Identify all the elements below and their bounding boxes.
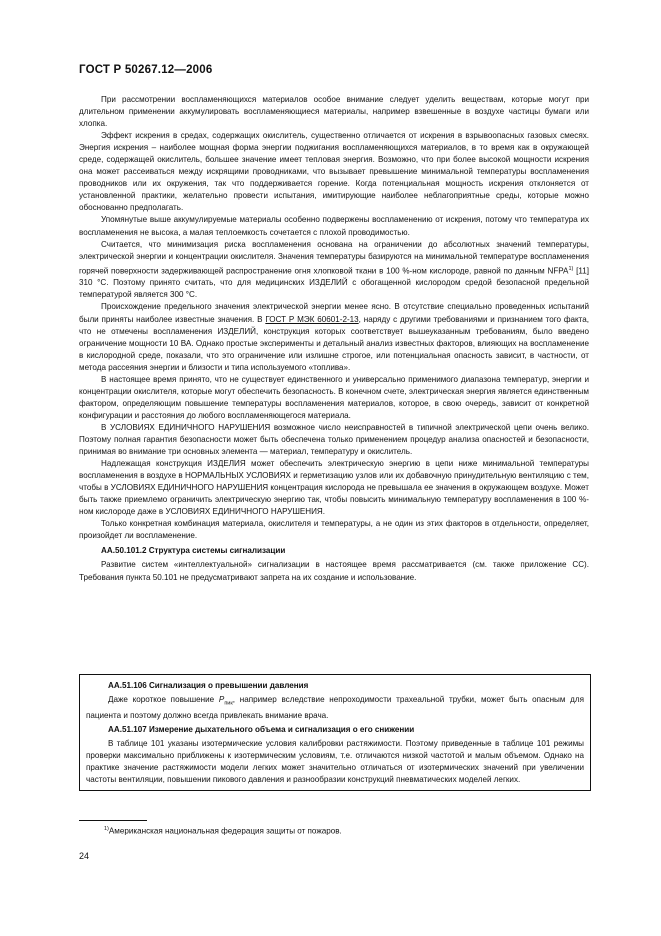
pressure-subscript: пик [224,700,233,707]
paragraph: При рассмотрении воспламеняющихся материалов особое внимание следует уделить веществам, которые могут при длительном применении аккумулировать воспламеняющиеся материалы, например взвешенные в воздухе частицы бумаги или хлопка. [79,95,589,129]
paragraph: В настоящее время принято, что не существует единственного и универсально применимого диапазона температур, энергии и концентрации окислителя, которые могут обеспечить безопасность. В конечном счете, электрическая энергия является единственным фактором, определяющим повышение температуры воспламенения материалов, которое, в свою очередь, зависит от конкретной конфигурации и расстояния до любого воспламеняющегося материала. [79,374,589,420]
paragraph [79,301,589,373]
paragraph [86,694,584,722]
paragraph: В таблице 101 указаны изотермические условия калибровки растяжимости. Поэтому приведенные в таблице 101 режимы проверки максимально приближены к изотермическим условиям, т.е. отличаются низкой частотой и малым объемом. Однако на практике значение растяжимости модели легких может значительно отличаться от изотермических значений при увеличении частоты вентиляции, повышении пикового давления и разнообразии конструкций пневматических моделей легких. [86,738,584,784]
pressure-symbol: P [218,695,225,705]
section-heading: АА.51.106 Сигнализация о превышении давления [108,681,309,690]
paragraph: В УСЛОВИЯХ ЕДИНИЧНОГО НАРУШЕНИЯ возможное число неисправностей в типичной электрической цепи очень велико. Поэтому полная гарантия безопасности может быть обеспечена только применением процедур анализа опасностей и безопасности, принимая во внимание три основных элемента — материал, температуру и окислитель. [79,422,589,457]
page-number: 24 [79,851,90,861]
paragraph: Упомянутые выше аккумулируемые материалы особенно подвержены воспламенению от искрения, потому что температура их воспламенения не высока, а малая теплоемкость сочетается с плохой проводимостью. [79,215,589,237]
paragraph [79,239,589,302]
boxed-section [79,674,591,791]
paragraph-text: Даже короткое повышение [108,695,219,705]
paragraph: Только конкретная комбинация материала, окислителя и температуры, а не один из этих факторов в отдельности, определяет, произойдет ли воспламенение. [79,519,589,541]
paragraph-text: , например вследствие непроходимости трахеальной трубки, может быть опасным для пациента и поэтому должно всегда привлекать внимание врача. [86,695,585,720]
section-heading: АА.50.101.2 Структура системы сигнализации [101,546,286,556]
paragraph-text: Происхождение предельного значения электрической энергии менее ясно. В отсутствие специально проведенных испытаний были приняты наиболее известные значения. В [79,302,589,324]
page-header-title: ГОСТ Р 50267.12—2006 [79,64,213,76]
standard-link[interactable]: ГОСТ Р МЭК 60601-2-13 [265,314,359,324]
footnote-text: Американская национальная федерация защиты от пожаров. [108,826,342,836]
footnote-divider [79,820,147,821]
paragraph-text: [11] 310 °С. Поэтому принято считать, что для медицинских ИЗДЕЛИЙ с обогащенной кислородом средой безопасной предельной температурой является 300 °С. [79,266,589,300]
main-text [79,94,589,584]
footnote-reference[interactable]: 1) [568,265,574,272]
paragraph: Надлежащая конструкция ИЗДЕЛИЯ может обеспечить электрическую энергию в цепи ниже минимальной температуры воспламенения в воздухе в НОРМАЛЬНЫХ УСЛОВИЯХ и герметизацию узлов или их добавочную принудительную вентиляцию с тем, чтобы в УСЛОВИЯХ ЕДИНИЧНОГО НАРУШЕНИЯ концентрация кислорода не превышала ее значения в окружающем воздухе. Может быть также приемлемо ограничить электрическую энергию так, чтобы повысить минимальную температуру воспламенения в 100 %-ном кислороде даже в УСЛОВИЯХ ЕДИНИЧНОГО НАРУШЕНИЯ. [79,459,589,517]
footnote [104,826,342,836]
paragraph: Эффект искрения в средах, содержащих окислитель, существенно отличается от искрения в взрывоопасных газовых смесях. Энергия искрения – наиболее мощная форма энергии поджигания воспламеняющихся материалов, в то время как в окружающей среде, содержащей окислитель, большее значение имеет тепловая энергия. Возможно, что при более высокой мощности искрения она может рассеиваться между искрящими проводниками, что вызывает превышение минимальной температуры воспламенения проводников или их окружения, так что поддерживается горение. Когда потенциальная мощность искрения отклоняется от установленной практики, желательно провести испытания, имитирующие наиболее неблагоприятные среды, которые можно обоснованно предполагать. [79,131,589,213]
paragraph-text: Считается, что минимизация риска воспламенения основана на ограничении до абсолютных значений температуры, электрической энергии и концентрации окислителя. Значения температуры базируются на минимальной температуре воспламенения горячей поверхности задерживающей распространение огня хлопковой ткани в 100 %-ном кислороде, равной по данным NFPA [79,239,589,276]
footnote-mark: 1) [104,826,109,832]
paragraph: Развитие систем «интеллектуальной» сигнализации в настоящее время рассматривается (см. также приложение СС). Требования пункта 50.101 не предусматривают запрета на их создание и использование. [79,560,589,582]
section-heading: АА.51.107 Измерение дыхательного объема и сигнализация о его снижении [108,724,415,734]
paragraph-text: , наряду с другими требованиями и признанием того факта, что не отмечены воспламенения ИЗДЕЛИЙ, конструкция которых соответствует вышеуказанным требованиям, было введено ограничение мощности 10 ВА. Однако простые эксперименты и детальный анализ известных факторов, влияющих на воспламенение в кислородной среде, показали, что это ограничение или излишне строгое, или потенциальная опасность зависит, в частности, от метода рассеяния энергии и близости и типа используемого «топлива». [79,314,589,372]
